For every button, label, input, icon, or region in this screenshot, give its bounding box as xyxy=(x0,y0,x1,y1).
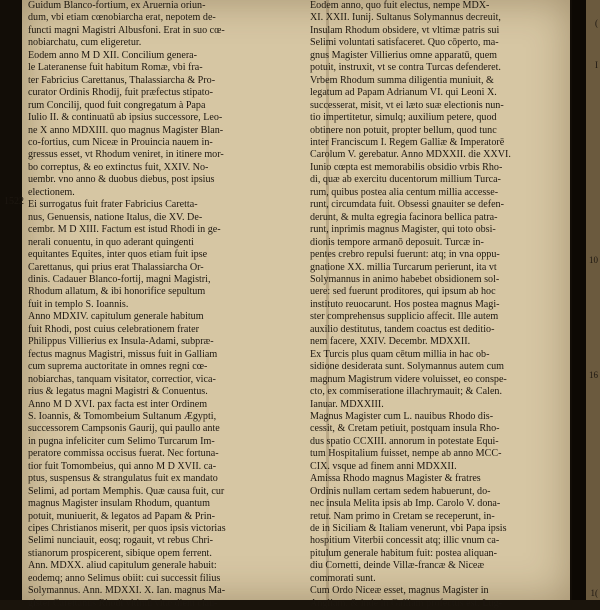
text-line: Eodem anno M D XII. Concilium genera- xyxy=(28,49,198,61)
text-line: derunt, & multa egregia facinora bellica patra- xyxy=(310,211,498,223)
text-line: Philippus Villierius ex Insula-Adami, subpræ- xyxy=(28,336,214,348)
text-line: Carolum V. gerebatur. Anno MDXXII. die XXVI. xyxy=(310,149,511,161)
text-line: Magnus Magister cum L. nauibus Rhodo dis- xyxy=(310,410,494,422)
text-line: fectus magnus Magistri, missus fuit in Galliam xyxy=(28,348,218,360)
text-line: auxilio destitutus, tandem coactus est deditio- xyxy=(310,323,495,335)
text-line: Ann. MDXX. aliud capitulum generale habuit: xyxy=(28,560,217,572)
text-line: stianorum prospicerent, sibique opem ferrent. xyxy=(28,547,212,559)
text-line: peratore commissa occisus fuerat. Nec fortuna- xyxy=(28,448,219,460)
text-line: Selimi, ad portam Memphis. Quæ causa fuit, cur xyxy=(28,485,225,497)
text-line: commorati sunt. xyxy=(310,572,376,584)
text-line: successerat, misit, vt ei læto suæ electionis nun- xyxy=(310,99,504,111)
text-line: Carettanus, qui prius erat Thalassiarcha Or- xyxy=(28,261,204,273)
text-line: nec insula Melita ipsis ab Imp. Carolo V. dona- xyxy=(310,498,501,510)
text-line: Amissa Rhodo magnus Magister & fratres xyxy=(310,473,481,485)
text-line: curator Ordinis Rhodij, fuit præfectus stipato- xyxy=(28,87,214,99)
text-line: runt, circumdata fuit. Obsessi gnauiter se defen- xyxy=(310,199,504,211)
text-line: functi magni Magistri Albusfoni. Erat in suo cœ- xyxy=(28,24,225,36)
text-line: ster comprehensus supplicio affecit. Ille autem xyxy=(310,311,499,323)
text-line: ptus, suspensus & strangulatus fuit ex mandato xyxy=(28,473,218,485)
left-text-column xyxy=(28,0,304,610)
text-line: bo correptus, & eo extinctus fuit, XXIV. No- xyxy=(28,161,209,173)
text-line: Ei surrogatus fuit frater Fabricius Caretta- xyxy=(28,199,198,211)
text-line: eodemq; anno Selimus obiit: cui successit filius xyxy=(28,572,221,584)
text-line: instituto reuocarunt. Hos postea magnus Magi- xyxy=(310,298,500,310)
text-line: pentes crebro repulsi fuerunt: atq; in vna oppu- xyxy=(310,249,500,261)
text-line: gnus Magister Villierius omne apparatū, quem xyxy=(310,49,498,61)
text-line: Insulam Rhodum obsidere, vt vltimæ patris sui xyxy=(310,24,500,36)
text-line: magnus Magister insulam Rhodum, quantum xyxy=(28,498,210,510)
text-line: Solymannus in animo habebet obsidionem sol- xyxy=(310,273,500,285)
text-line: in pugna infeliciter cum Selimo Turcarum Im- xyxy=(28,435,215,447)
text-line: S. Ioannis, & Tomombeium Sultanum Ægypti, xyxy=(28,410,217,422)
right-text-column xyxy=(310,0,568,610)
text-line: electionem. xyxy=(28,186,75,198)
text-line: Solymannus. Ann. MDXXI. X. Ian. magnus Ma- xyxy=(28,585,226,597)
text-line: cum suprema auctoritate in omnes regni cœ- xyxy=(28,361,208,373)
text-line: nobiarchatu, cum eligeretur. xyxy=(28,37,142,49)
edge-mark: 16 xyxy=(589,370,598,380)
text-line: cipes Christianos miserit, per quos ipsis victorias xyxy=(28,523,226,535)
text-line: nobiarchas, tanquam visitator, correctior, vica- xyxy=(28,373,216,385)
text-line: uere: sed fuerunt proditores, qui ipsum ab hoc xyxy=(310,286,496,298)
text-line: tio impertitetur, simulq; auxilium petere, quod xyxy=(310,112,497,124)
text-line: gister Carettanus Rhodi vltimū vitæ diem clau- xyxy=(28,597,218,609)
text-line: tum Hospitalium fuisset, nempe ab anno MCC- xyxy=(310,448,502,460)
text-line: rum, quibus postea alia centum millia accesse- xyxy=(310,186,499,198)
text-line: ter Fabricius Carettanus, Thalassiarcha & Pro- xyxy=(28,74,216,86)
text-line: magnum Magistrum videre voluisset, eo conspe- xyxy=(310,373,507,385)
edge-mark: ( xyxy=(595,18,598,28)
text-line: equitantes Equites, inter quos etiam fuit ipse xyxy=(28,249,208,261)
text-line: Cum Ordo Niceæ esset, magnus Magister in xyxy=(310,585,489,597)
text-line: nem facere, XXIV. Decembr. MDXXII. xyxy=(310,336,471,348)
text-line: uembr. vno anno & duobus diebus, post ipsius xyxy=(28,174,215,186)
text-line: sidione desiderata sunt. Solymannus autem cum xyxy=(310,361,504,373)
text-line: Guidum Blanco-fortium, ex Aruernia oriun- xyxy=(28,0,206,11)
text-line: gressus esset, vt Rhodum veniret, in itinere mor- xyxy=(28,149,224,161)
text-line: Angliam, & inde in Galliam profectus est. Lug- xyxy=(310,597,503,609)
text-line: hospitium Viterbii concessit atq; illic vnum ca- xyxy=(310,535,500,547)
text-line: Ex Turcis plus quam cētum millia in hac ob- xyxy=(310,348,490,360)
text-line: fuit in templo S. Ioannis. xyxy=(28,298,129,310)
text-line: fuit Rhodi, post cuius celebrationem frater xyxy=(28,323,199,335)
text-line: dionis tempore armanō deposuit. Turcæ in- xyxy=(310,236,484,248)
text-line: Selimi voluntati satisfaceret. Quo cōperto, ma- xyxy=(310,37,499,49)
text-line: Selimi nunciauit, eosq; rogauit, vt rebus Chri- xyxy=(28,535,214,547)
text-line: Rhodum allatum, & ibi honorifice sepultum xyxy=(28,286,206,298)
text-line: nerali conuentu, in quo aderant quingenti xyxy=(28,236,194,248)
text-line: CIX. vsque ad finem anni MDXXII. xyxy=(310,460,457,472)
adjacent-page-sliver xyxy=(586,0,600,600)
text-line: Anno M D XVI. pax facta est inter Ordinem xyxy=(28,398,208,410)
text-line: tior fuit Tomombeius, qui anno M D XVII. ca- xyxy=(28,460,217,472)
text-line: de in Siciliam & Italiam venerunt, vbi Papa ipsis xyxy=(310,523,507,535)
text-line: potuit, muniuerit, & legatos ad Papam & Prin- xyxy=(28,510,215,522)
text-line: runt, inprimis magnus Magister, qui toto obsi- xyxy=(310,224,496,236)
text-line: inter Franciscum I. Regem Galliæ & Imperatorē xyxy=(310,136,505,148)
text-line: Ordinis nullam certam sedem habuerunt, do- xyxy=(310,485,491,497)
text-line: potuit, instruxit, vt se contra Turcas defenderet. xyxy=(310,62,501,74)
adjacent-page-edge xyxy=(572,0,600,600)
text-line: co-fortius, cum Niceæ in Prouincia nauem in- xyxy=(28,136,213,148)
text-line: ne X anno MDXIII. quo magnus Magister Blan- xyxy=(28,124,224,136)
edge-mark: 1( xyxy=(590,588,598,598)
text-line: di, quæ ab exercitu ducentorum millium Turca- xyxy=(310,174,501,186)
text-line: Vrbem Rhodum summa diligentia muniuit, & xyxy=(310,74,494,86)
text-line: rius & legatus magni Magistri & Conuentus. xyxy=(28,386,208,398)
text-line: rum Concilij, quod fuit congregatum à Papa xyxy=(28,99,206,111)
text-line: retur. Nam primo in Cretam se receperunt, in- xyxy=(310,510,495,522)
text-line: cessit, & Cretam petiuit, postquam insula Rho- xyxy=(310,423,500,435)
text-line: le Lateranense fuit habitum Romæ, vbi fra- xyxy=(28,62,203,74)
marginal-note: 1522 xyxy=(4,196,24,207)
edge-mark: I xyxy=(595,60,598,70)
text-line: Iulio II. & continuatū ab ipsius successore, Leo- xyxy=(28,112,223,124)
text-line: Anno MDXIV. capitulum generale habitum xyxy=(28,311,204,323)
text-line: dus spatio CCXIII. annorum in potestate Equi- xyxy=(310,435,499,447)
text-line: Ianuar. MDXXIII. xyxy=(310,398,384,410)
text-line: pitulum generale habitum fuit: postea aliquan- xyxy=(310,547,497,559)
text-line: XI. XXII. Iunij. Sultanus Solymannus decreuit, xyxy=(310,12,501,24)
text-line: cto, ex commiseratione illachrymauit; & Calen. xyxy=(310,386,503,398)
text-line: obtinere non potuit, propter bellum, quod tunc xyxy=(310,124,497,136)
text-line: nus, Genuensis, natione Italus, die XV. De- xyxy=(28,211,203,223)
text-line: Iunio cœpta est memorabilis obsidio vrbis Rho- xyxy=(310,161,503,173)
text-line: dum, vbi etiam cœnobiarcha erat, nepotem de- xyxy=(28,12,216,24)
text-line: successorem Campsonis Gaurij, qui paullo ante xyxy=(28,423,220,435)
text-line: diu Cornetti, deinde Villæ-francæ & Niceæ xyxy=(310,560,485,572)
text-line: legatum ad Papam Adrianum VI. qui Leoni X. xyxy=(310,87,497,99)
text-line: Eodem anno, quo fuit electus, nempe MDX- xyxy=(310,0,490,11)
text-line: gnatione XX. millia Turcarum perierunt, ita vt xyxy=(310,261,497,273)
text-line: dinis. Cadauer Blanco-fortij, magni Magistri, xyxy=(28,273,211,285)
text-line: cembr. M D XIII. Factum est istud Rhodi in ge- xyxy=(28,224,221,236)
edge-mark: 10 xyxy=(589,255,598,265)
